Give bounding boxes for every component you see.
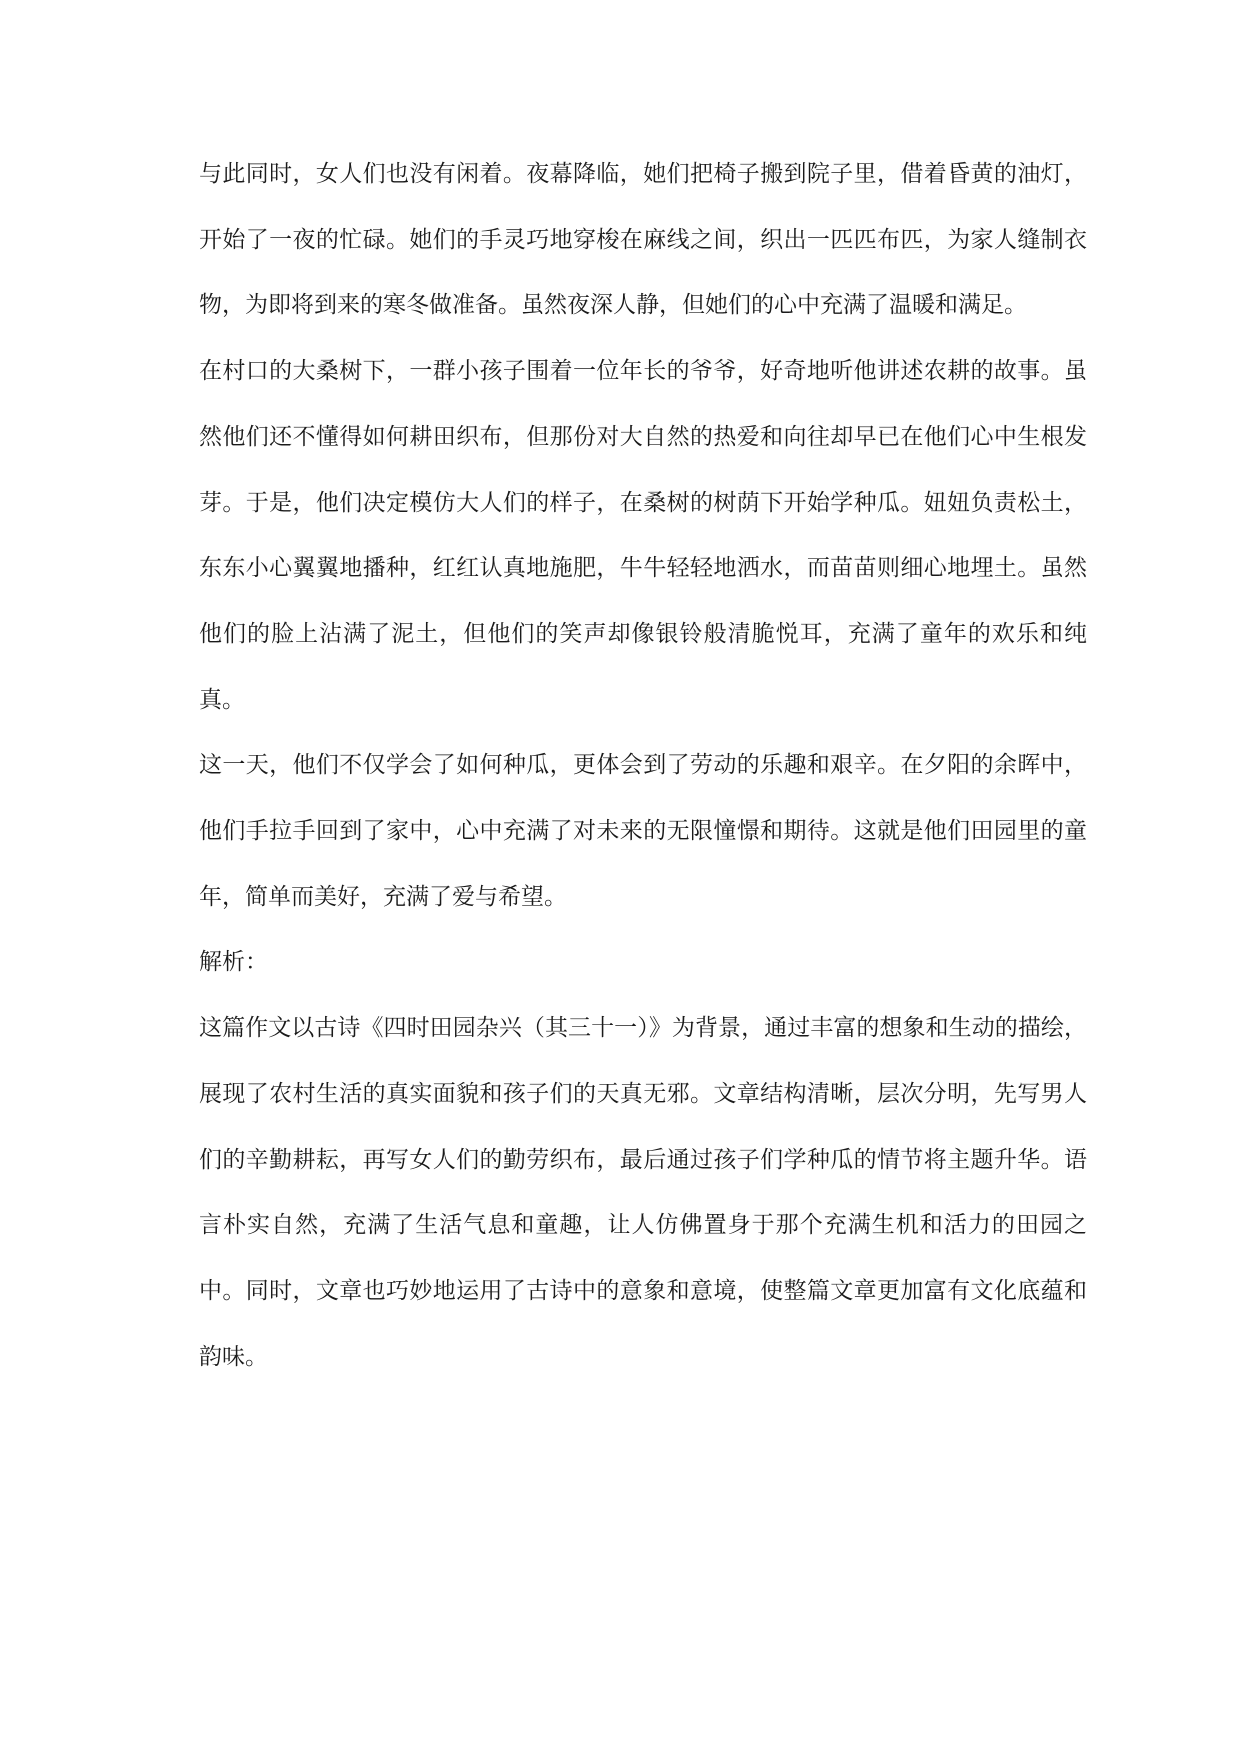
paragraph-children-planting: 在村口的大桑树下，一群小孩子围着一位年长的爷爷，好奇地听他讲述农耕的故事。虽然他们还不懂得如何耕田织布，但那份对大自然的热爱和向往却早已在他们心中生根发芽。于是，他们决定模仿大人们的样子，在桑树的树荫下开始学种瓜。妞妞负责松土，东东小心翼翼地播种，红红认真地施肥，牛牛轻轻地洒水，而苗苗则细心地埋土。虽然他们的脸上沾满了泥土，但他们的笑声却像银铃般清脆悦耳，充满了童年的欢乐和纯真。: [199, 358, 1087, 713]
analysis-heading: 解析：: [199, 949, 268, 976]
paragraph-analysis: 这篇作文以古诗《四时田园杂兴（其三十一）》为背景，通过丰富的想象和生动的描绘，展现了农村生活的真实面貌和孩子们的天真无邪。文章结构清晰，层次分明，先写男人们的辛勤耕耘，再写女人们的勤劳织布，最后通过孩子们学种瓜的情节将主题升华。语言朴实自然，充满了生活气息和童趣，让人仿佛置身于那个充满生机和活力的田园之中。同时，文章也巧妙地运用了古诗中的意象和意境，使整篇文章更加富有文化底蕴和韵味。: [199, 1015, 1087, 1370]
paragraph-day-end: 这一天，他们不仅学会了如何种瓜，更体会到了劳动的乐趣和艰辛。在夕阳的余晖中，他们手拉手回到了家中，心中充满了对未来的无限憧憬和期待。这就是他们田园里的童年，简单而美好，充满了爱与希望。: [199, 752, 1087, 910]
document-body: [199, 142, 1087, 1390]
paragraph-women-weaving: 与此同时，女人们也没有闲着。夜幕降临，她们把椅子搬到院子里，借着昏黄的油灯，开始了一夜的忙碌。她们的手灵巧地穿梭在麻线之间，织出一匹匹布匹，为家人缝制衣物，为即将到来的寒冬做准备。虽然夜深人静，但她们的心中充满了温暖和满足。: [199, 161, 1087, 319]
